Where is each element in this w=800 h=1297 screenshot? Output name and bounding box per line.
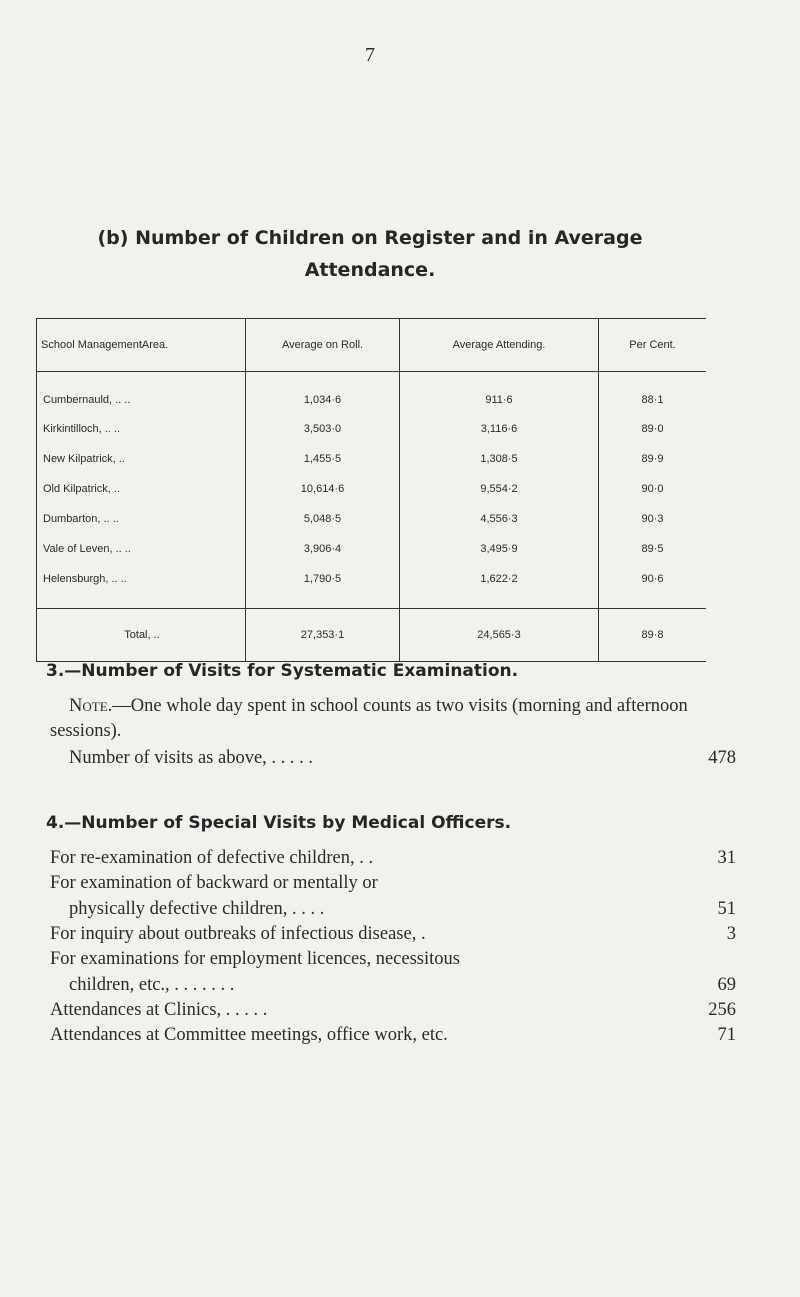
cell-percent: 89·5 — [599, 534, 707, 564]
total-percent: 89·8 — [599, 609, 707, 662]
cell-attending: 911·6 — [400, 372, 599, 415]
cell-area: Old Kilpatrick, .. — [37, 474, 246, 504]
col-header-attending: Average Attending. — [400, 319, 599, 372]
visits-value: 478 — [708, 748, 736, 768]
section-b-title-line1: (b) Number of Children on Register and in Average — [97, 227, 643, 249]
cell-attending: 1,308·5 — [400, 444, 599, 474]
table-row — [37, 372, 707, 415]
table-row — [37, 414, 707, 444]
table-row — [37, 534, 707, 564]
item-value: 3 — [726, 924, 736, 944]
col-header-area: School ManagementArea. — [37, 319, 246, 372]
item-value: 71 — [717, 1025, 736, 1045]
cell-attending: 1,622·2 — [400, 564, 599, 609]
item-value: 256 — [708, 1000, 736, 1020]
cell-attending: 3,495·9 — [400, 534, 599, 564]
cell-roll: 1,034·6 — [246, 372, 400, 415]
table-row — [37, 444, 707, 474]
cell-roll: 1,790·5 — [246, 564, 400, 609]
cell-percent: 89·0 — [599, 414, 707, 444]
total-roll: 27,353·1 — [246, 609, 400, 662]
item-value: 69 — [717, 975, 736, 995]
col-header-percent: Per Cent. — [599, 319, 707, 372]
section-b-title — [70, 222, 670, 286]
cell-area: Kirkintilloch, .. .. — [37, 414, 246, 444]
table-row — [37, 474, 707, 504]
table-row — [37, 564, 707, 609]
cell-roll: 3,906·4 — [246, 534, 400, 564]
cell-percent: 88·1 — [599, 372, 707, 415]
cell-attending: 3,116·6 — [400, 414, 599, 444]
item-label-line2: children, etc., . . . . . . . — [69, 975, 235, 995]
item-label: Attendances at Clinics, . . . . . — [50, 1000, 268, 1020]
col-header-roll: Average on Roll. — [246, 319, 400, 372]
note-text: —One whole day spent in school counts as two visits (morning and afternoon sessions). — [50, 696, 688, 741]
note-paragraph — [50, 694, 750, 744]
item-label-line1: For examination of backward or mentally or — [50, 873, 378, 893]
item-label: For re-examination of defective children, . . — [50, 848, 374, 868]
cell-attending: 9,554·2 — [400, 474, 599, 504]
cell-area: Dumbarton, .. .. — [37, 504, 246, 534]
item-label: For inquiry about outbreaks of infectious disease, . — [50, 924, 426, 944]
table-total-row — [37, 609, 707, 662]
table-header-row — [37, 319, 707, 372]
cell-percent: 90·3 — [599, 504, 707, 534]
cell-percent: 89·9 — [599, 444, 707, 474]
cell-roll: 10,614·6 — [246, 474, 400, 504]
cell-attending: 4,556·3 — [400, 504, 599, 534]
cell-area: New Kilpatrick, .. — [37, 444, 246, 474]
cell-roll: 1,455·5 — [246, 444, 400, 474]
section-4-heading: 4.—Number of Special Visits by Medical Officers. — [46, 813, 512, 833]
cell-area: Cumbernauld, .. .. — [37, 372, 246, 415]
page-number: 7 — [365, 44, 375, 66]
cell-roll: 3,503·0 — [246, 414, 400, 444]
item-label-line2: physically defective children, . . . . — [69, 899, 325, 919]
cell-area: Vale of Leven, .. .. — [37, 534, 246, 564]
cell-roll: 5,048·5 — [246, 504, 400, 534]
item-value: 51 — [717, 899, 736, 919]
section-3-heading: 3.—Number of Visits for Systematic Examination. — [46, 661, 519, 681]
section-b-title-line2: Attendance. — [304, 259, 436, 281]
note-label: Note. — [69, 696, 113, 716]
table-row — [37, 504, 707, 534]
total-attending: 24,565·3 — [400, 609, 599, 662]
cell-area: Helensburgh, .. .. — [37, 564, 246, 609]
item-label-line1: For examinations for employment licences, necessitous — [50, 949, 460, 969]
item-label: Attendances at Committee meetings, office work, etc. — [50, 1025, 448, 1045]
attendance-table — [36, 318, 706, 662]
total-label: Total, .. — [37, 609, 246, 662]
cell-percent: 90·0 — [599, 474, 707, 504]
cell-percent: 90·6 — [599, 564, 707, 609]
visits-label: Number of visits as above, . . . . . — [69, 748, 314, 768]
item-value: 31 — [717, 848, 736, 868]
